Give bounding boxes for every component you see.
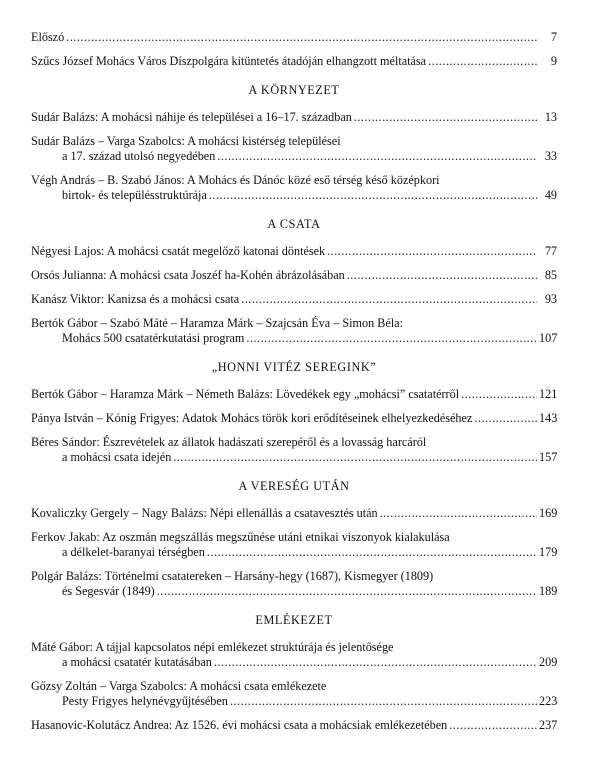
dot-leader [214,655,537,670]
toc-entry-title: Pánya István – Kónig Frigyes: Adatok Mohács török kori erődítéseinek elhelyezkedéséhez [31,411,473,425]
toc-entry-title: Polgár Balázs: Történelmi csatatereken – Harsány-hegy (1687), Kismegyer (1809) [31,569,434,583]
dot-leader [428,54,537,69]
page-number: 157 [539,450,558,464]
toc-entry-title: Gőzsy Zoltán – Varga Szabolcs: A mohácsi csata emlékezete [31,679,327,693]
page-number: 49 [544,188,557,202]
table-of-contents [31,30,557,742]
page-number: 107 [539,331,558,345]
toc-entry-title: Szűcs József Mohács Város Díszpolgára kitüntetés átadóján elhangzott méltatása [31,54,427,68]
toc-entry [31,268,557,283]
page-number: 189 [539,584,558,598]
toc-entry-title: Kanász Viktor: Kanizsa és a mohácsi csata [31,292,240,306]
page-number: 93 [544,292,557,306]
page-number: 7 [550,30,557,44]
dot-leader [246,331,537,346]
toc-entry [31,718,557,733]
toc-entry [31,134,557,164]
toc-entry-title-continued: és Segesvár (1849) [62,584,155,598]
toc-entry-title-continued: a mohácsi csatatér kutatásában [62,655,212,669]
toc-entry [31,316,557,346]
dot-leader [380,506,537,521]
toc-entry [31,292,557,307]
toc-entry-title: Sudár Balázs: A mohácsi náhije és települései a 16–17. században [31,110,352,124]
page-number: 223 [539,694,558,708]
dot-leader [354,110,537,125]
page-number: 143 [539,411,558,425]
toc-entry-title: Előszó [31,30,65,44]
dot-leader [209,188,537,203]
toc-entry-title: Bertók Gábor – Szabó Máté – Haramza Márk – Szajcsán Éva – Simon Béla: [31,316,403,330]
toc-entry [31,173,557,203]
toc-entry-title-continued: a mohácsi csata idején [62,450,172,464]
page-number: 9 [550,54,557,68]
toc-entry-title: Végh András – B. Szabó János: A Mohács és Dánóc közé eső térség késő középkori [31,173,440,187]
toc-entry-title: Sudár Balázs – Varga Szabolcs: A mohácsi kistérség települései [31,134,341,148]
toc-entry-title: Bertók Gábor – Haramza Márk – Németh Balázs: Lövedékek egy „mohácsi” csatatérről [31,387,460,401]
toc-entry-title: Kovaliczky Gergely – Nagy Balázs: Népi ellenállás a csatavesztés után [31,506,378,520]
page-number: 77 [544,244,557,258]
toc-entry-title-continued: a 17. század utolsó negyedében [62,149,216,163]
dot-leader [66,30,537,45]
toc-entry [31,679,557,709]
page-number: 179 [539,545,558,559]
section-heading: EMLÉKEZET [255,613,333,627]
page-number: 85 [544,268,557,282]
section-heading: A VERESÉG UTÁN [238,479,350,493]
toc-entry [31,110,557,125]
section-heading: A KÖRNYEZET [248,83,340,97]
dot-leader [157,584,537,599]
toc-entry-title-continued: Mohács 500 csatatérkutatási program [62,331,245,345]
dot-leader [241,292,537,307]
dot-leader [347,268,537,283]
toc-entry [31,569,557,599]
page-number: 121 [539,387,558,401]
page-number: 237 [539,718,558,732]
dot-leader [327,244,537,259]
toc-entry [31,244,557,259]
dot-leader [461,387,537,402]
toc-entry-title: Hasanovic-Kolutácz Andrea: Az 1526. évi mohácsi csata a mohácsiak emlékezetében [31,718,448,732]
dot-leader [449,718,537,733]
page-number: 169 [539,506,558,520]
page-number: 33 [544,149,557,163]
toc-entry-title: Ferkov Jakab: Az oszmán megszállás megszűnése utáni etnikai viszonyok kialakulása [31,530,450,544]
dot-leader [230,694,537,709]
toc-entry [31,530,557,560]
toc-entry-title: Máté Gábor: A tájjal kapcsolatos népi emlékezet struktúrája és jelentősége [31,640,394,654]
toc-entry [31,640,557,670]
toc-entry [31,387,557,402]
toc-entry-title-continued: a délkelet-baranyai térségben [62,545,205,559]
section-heading: A CSATA [267,217,321,231]
dot-leader [207,545,537,560]
toc-entry [31,54,557,69]
dot-leader [173,450,537,465]
toc-entry-title: Négyesi Lajos: A mohácsi csatát megelőző katonai döntések [31,244,326,258]
toc-entry-title-continued: Pesty Frigyes helynévgyűjtésében [62,694,228,708]
toc-entry [31,411,557,426]
toc-entry [31,435,557,465]
dot-leader [474,411,537,426]
toc-entry [31,506,557,521]
dot-leader [217,149,537,164]
section-heading: „HONNI VITÉZ SEREGINK” [211,360,377,374]
page-number: 209 [539,655,558,669]
toc-entry-title: Orsós Julianna: A mohácsi csata Joszéf ha-Kohén ábrázolásában [31,268,345,282]
page-number: 13 [544,110,557,124]
toc-entry-title: Béres Sándor: Észrevételek az állatok hadászati szerepéről és a lovasság harcáról [31,435,427,449]
toc-entry-title-continued: birtok- és településstruktúrája [62,188,207,202]
toc-entry [31,30,557,45]
